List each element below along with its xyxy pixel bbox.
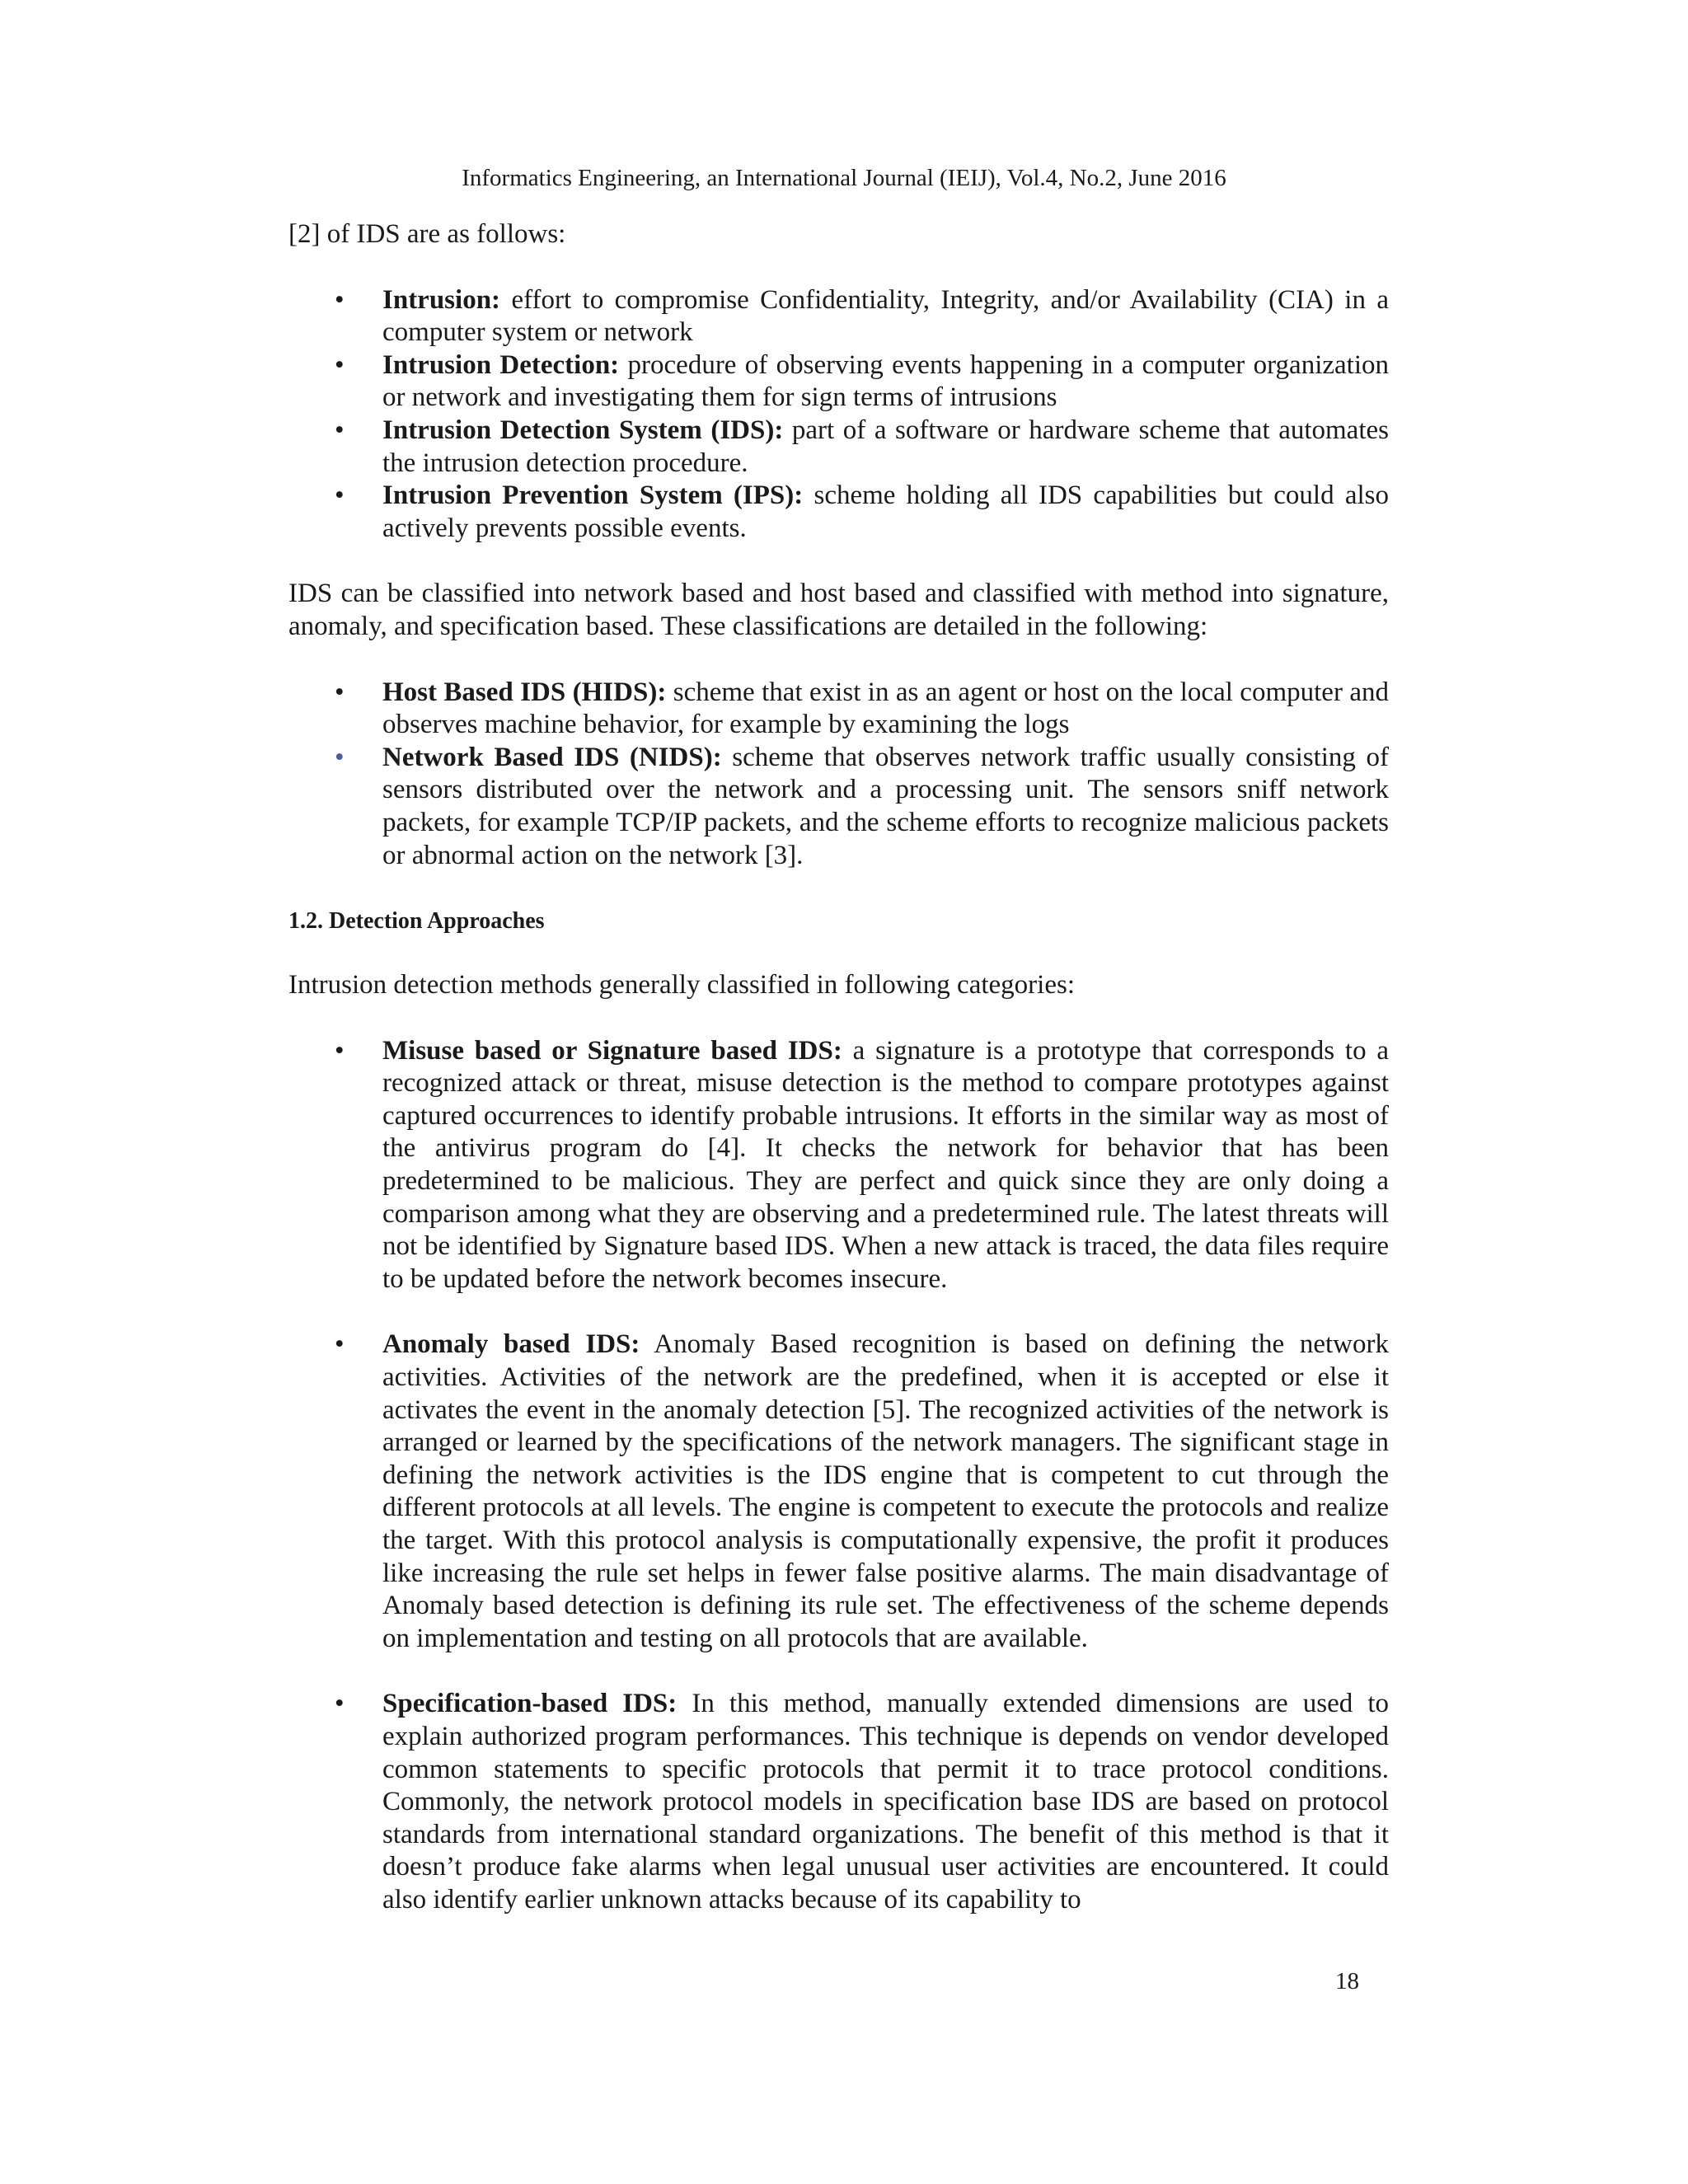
definitions-list (288, 284, 1389, 546)
term: Intrusion Prevention System (IPS): (382, 480, 804, 511)
list-item (288, 677, 1389, 742)
list-item (288, 415, 1389, 480)
definition-text: part of a software or hardware scheme that automates the intrusion detection procedure. (382, 415, 1389, 478)
page-number: 18 (1335, 1968, 1359, 1994)
list-item (288, 1035, 1389, 1296)
classifications-list (288, 677, 1389, 873)
bullet-icon: • (335, 677, 345, 707)
definition-text: scheme that observes network traffic usually consisting of sensors distributed over the network and a processing unit. The sensors sniff network packets, for example TCP/IP packets, and the scheme efforts to recognize malicious packets or abnormal action on the network [3]. (382, 742, 1389, 870)
bullet-icon: • (335, 480, 345, 511)
definition-text: effort to compromise Confidentiality, Integrity, and/or Availability (CIA) in a computer system or network (382, 284, 1389, 348)
list-item (288, 284, 1389, 349)
definition-text: procedure of observing events happening in a computer organization or network and investigating them for sign terms of intrusions (382, 349, 1389, 413)
running-header: Informatics Engineering, an International Journal (IEIJ), Vol.4, No.2, June 2016 (462, 165, 1226, 191)
term: Host Based IDS (HIDS): (382, 677, 667, 707)
list-item (288, 1329, 1389, 1655)
bullet-icon: • (335, 349, 345, 380)
term: Misuse based or Signature based IDS: (382, 1035, 842, 1066)
definition-text: a signature is a prototype that corresponds to a recognized attack or threat, misuse detection is the method to compare prototypes against captured occurrences to identify probable intrusions. It efforts in the similar way as most of the antivirus program do [4]. It checks the network for behavior that has been predetermined to be malicious. They are perfect and quick since they are only doing a comparison among what they are observing and a predetermined rule. The latest threats will not be identified by Signature based IDS. When a new attack is traced, the data files require to be updated before the network becomes insecure. (382, 1035, 1390, 1294)
list-item (288, 742, 1389, 872)
body-content (288, 218, 1389, 1950)
bullet-icon: • (335, 415, 345, 445)
list-item (288, 349, 1389, 415)
term: Specification-based IDS: (382, 1689, 678, 1719)
bullet-icon: • (335, 1689, 345, 1719)
list-item (288, 1688, 1389, 1916)
definition-text: Anomaly Based recognition is based on defining the network activities. Activities of the network are the predefined, when it is accepted or else it activates the event in the anomaly detection [5]. The recognized activities of the network is arranged or learned by the specifications of the network managers. The significant stage in defining the network activities is the IDS engine that is competent to cut through the different protocols at all levels. The engine is competent to execute the protocols and realize the target. With this protocol analysis is computationally expensive, the profit it produces like increasing the rule set helps in fewer false positive alarms. The main disadvantage of Anomaly based detection is defining its rule set. The effectiveness of the scheme depends on implementation and testing on all protocols that are available. (382, 1329, 1389, 1653)
classification-paragraph: IDS can be classified into network based and host based and classified with method into signature, anomaly, and specification based. These classifications are detailed in the following: (288, 579, 1389, 641)
approaches-intro: Intrusion detection methods generally classified in following categories: (288, 970, 1075, 1001)
section-heading: 1.2. Detection Approaches (288, 908, 545, 935)
term: Intrusion Detection: (382, 349, 620, 380)
term: Intrusion Detection System (IDS): (382, 415, 784, 445)
definition-text: In this method, manually extended dimensions are used to explain authorized program performances. This technique is depends on vendor developed common statements to specific protocols that permit it to trace protocol conditions. Commonly, the network protocol models in specification base IDS are based on protocol standards from international standard organizations. The benefit of this method is that it doesn’t produce fake alarms when legal unusual user activities are encountered. It could also identify earlier unknown attacks because of its capability to (382, 1689, 1390, 1915)
definition-text: scheme that exist in as an agent or host on the local computer and observes machine behavior, for example by examining the logs (382, 677, 1390, 740)
bullet-icon: • (335, 284, 345, 315)
list-item (288, 480, 1389, 545)
definition-text: scheme holding all IDS capabilities but could also actively prevents possible events. (382, 480, 1389, 543)
term: Network Based IDS (NIDS): (382, 742, 722, 772)
bullet-icon: • (335, 1329, 345, 1360)
bullet-icon: • (335, 742, 345, 772)
approaches-list (288, 1035, 1389, 1917)
term: Anomaly based IDS: (382, 1329, 640, 1360)
term: Intrusion: (382, 284, 501, 315)
intro-line: [2] of IDS are as follows: (288, 219, 566, 249)
bullet-icon: • (335, 1035, 345, 1066)
